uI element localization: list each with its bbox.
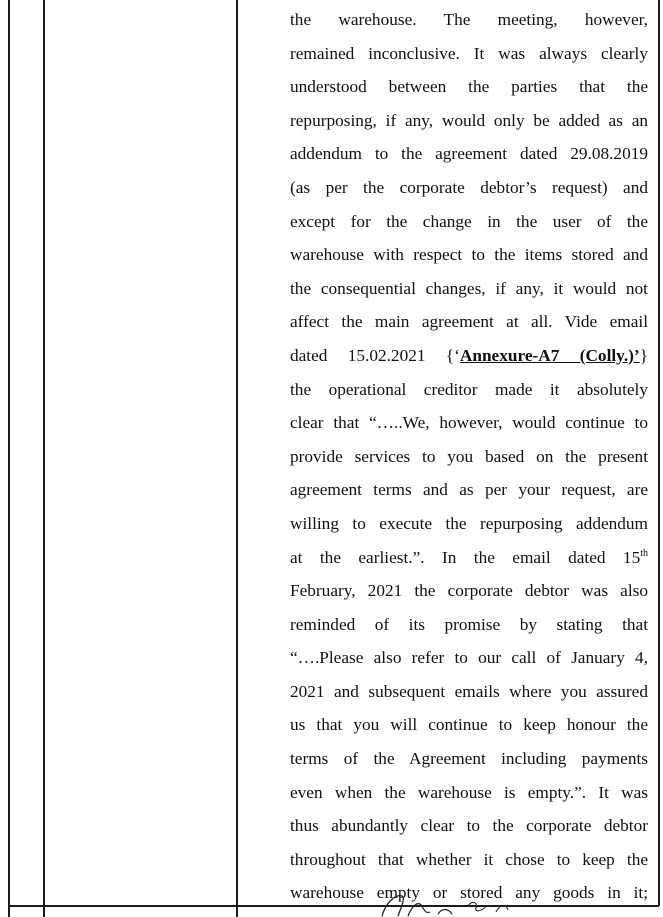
text-line: addendum to the agreement dated 29.08.2019 — [290, 144, 648, 164]
annexure-suffix: } — [639, 345, 648, 365]
text-line: warehouse empty or stored any goods in it; — [290, 883, 648, 903]
text-line: provide services to you based on the present — [290, 446, 648, 466]
document-body-text — [290, 3, 648, 910]
text-line: the consequential changes, if any, it would not — [290, 278, 648, 298]
text-line: except for the change in the user of the — [290, 211, 648, 231]
text-line: throughout that whether it chose to keep the — [290, 849, 648, 869]
text-line: willing to execute the repurposing addendum — [290, 513, 648, 533]
text-line: repurposing, if any, would only be added as an — [290, 110, 648, 130]
text-line: agreement terms and as per your request, are — [290, 480, 648, 500]
text-line: understood between the parties that the — [290, 77, 648, 97]
text-line: 2021 and subsequent emails where you assured — [290, 681, 648, 701]
text-line: the warehouse. The meeting, however, — [290, 10, 648, 29]
text-line: reminded of its promise by stating that — [290, 614, 648, 634]
text-line: the operational creditor made it absolutely — [290, 379, 648, 399]
text-line: February, 2021 the corporate debtor was also — [290, 581, 648, 601]
text-line: thus abundantly clear to the corporate debtor — [290, 816, 648, 836]
text-line: (as per the corporate debtor’s request) and — [290, 177, 648, 197]
text-line-date — [290, 541, 648, 575]
text-line: terms of the Agreement including payments — [290, 749, 648, 769]
table-column-divider-2 — [236, 0, 238, 917]
ordinal-suffix: th — [640, 547, 648, 559]
table-border-left — [8, 0, 10, 917]
date-text: at the earliest.”. In the email dated 15 — [290, 547, 641, 567]
table-border-right — [658, 0, 660, 906]
text-line: affect the main agreement at all. Vide email — [290, 312, 648, 332]
handwritten-signature — [378, 892, 558, 917]
text-line: remained inconclusive. It was always clearly — [290, 43, 648, 63]
text-line: even when the warehouse is empty.”. It was — [290, 782, 648, 802]
text-line: “….Please also refer to our call of January 4, — [290, 648, 648, 668]
annexure-reference: Annexure-A7 (Colly.)’ — [459, 345, 640, 365]
annexure-prefix: dated 15.02.2021 {‘ — [290, 345, 460, 365]
text-line: clear that “…..We, however, would continue to — [290, 413, 648, 433]
text-line-annexure — [290, 339, 648, 373]
text-line: warehouse with respect to the items stored and — [290, 245, 648, 265]
text-line: us that you will continue to keep honour the — [290, 715, 648, 735]
table-column-divider-1 — [43, 0, 45, 917]
